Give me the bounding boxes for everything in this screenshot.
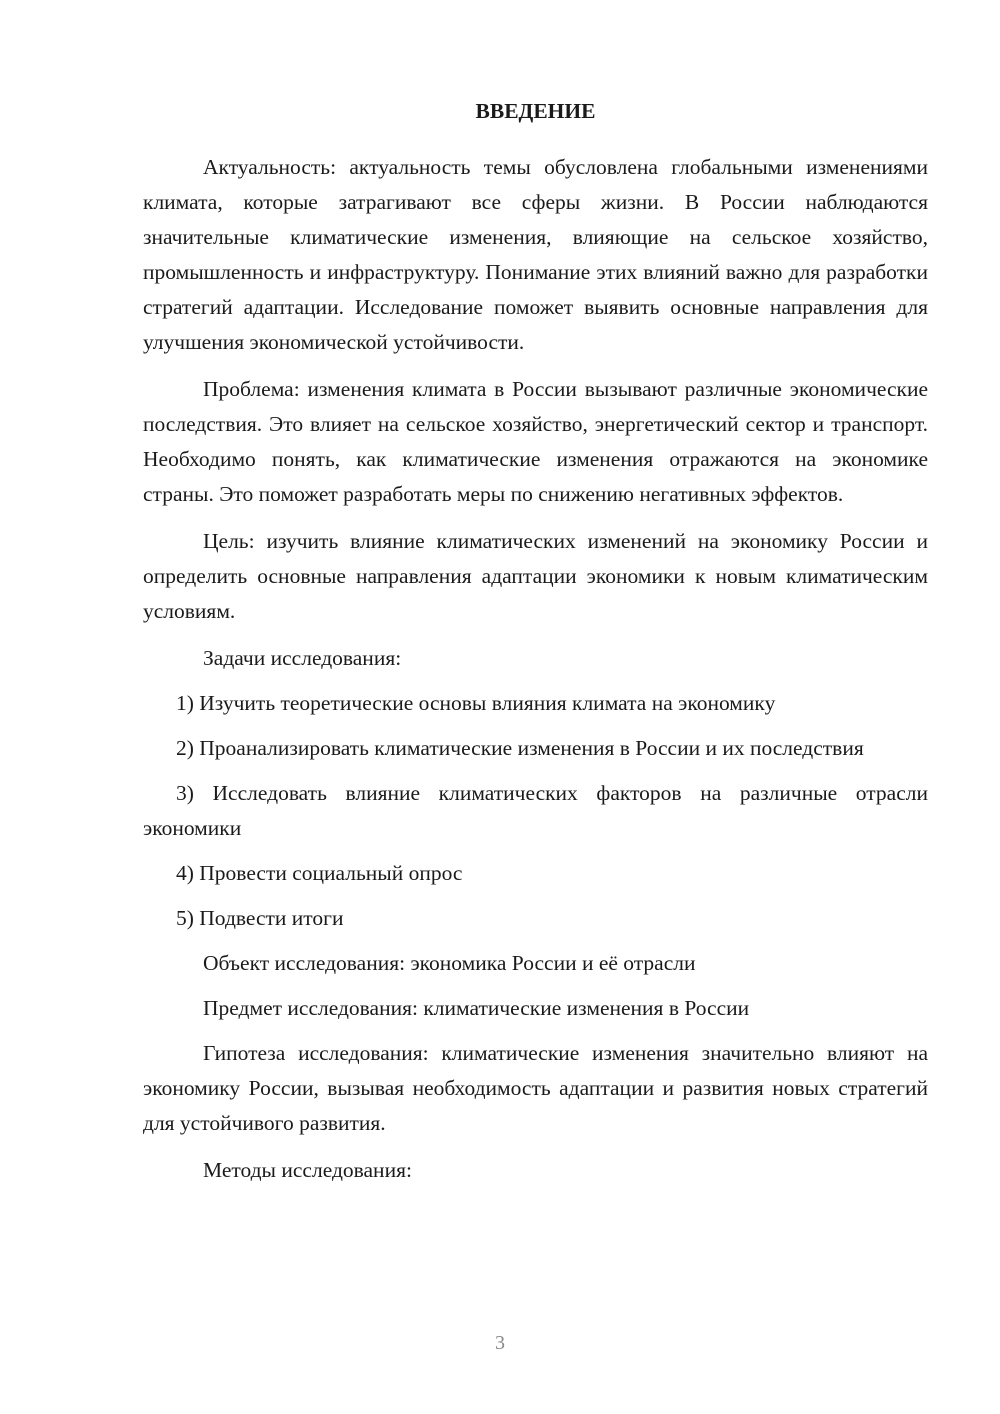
task-item-3: 3) Исследовать влияние климатических факторов на различные отрасли экономики [143, 781, 928, 840]
task-item-2: 2) Проанализировать климатические изменения в России и их последствия [176, 736, 864, 760]
document-page [143, 92, 928, 1200]
methods-heading: Методы исследования: [203, 1158, 412, 1182]
page-title: ВВЕДЕНИЕ [475, 99, 596, 123]
task-item-1: 1) Изучить теоретические основы влияния климата на экономику [176, 691, 776, 715]
paragraph-goal: Цель: изучить влияние климатических изменений на экономику России и определить основные направления адаптации экономики к новым климатическим условиям. [143, 529, 928, 623]
task-item-5: 5) Подвести итоги [176, 906, 344, 930]
task-item-4: 4) Провести социальный опрос [176, 861, 463, 885]
tasks-heading: Задачи исследования: [203, 646, 402, 670]
paragraph-relevance: Актуальность: актуальность темы обусловлена глобальными изменениями климата, которые затрагивают все сферы жизни. В России наблюдаются значительные климатические изменения, влияющие на сельское хозяйство, промышленность и инфраструктуру. Понимание этих влияний важно для разработки стратегий адаптации. Исследование поможет выявить основные направления для улучшения экономической устойчивости. [143, 155, 928, 354]
research-object: Объект исследования: экономика России и её отрасли [203, 951, 696, 975]
page-number: 3 [495, 1332, 505, 1354]
paragraph-problem: Проблема: изменения климата в России вызывают различные экономические последствия. Это влияет на сельское хозяйство, энергетический сектор и транспорт. Необходимо понять, как климатические изменения отражаются на экономике страны. Это поможет разработать меры по снижению негативных эффектов. [143, 377, 928, 506]
research-subject: Предмет исследования: климатические изменения в России [203, 996, 750, 1020]
research-hypothesis: Гипотеза исследования: климатические изменения значительно влияют на экономику России, вызывая необходимость адаптации и развития новых стратегий для устойчивого развития. [143, 1041, 928, 1135]
